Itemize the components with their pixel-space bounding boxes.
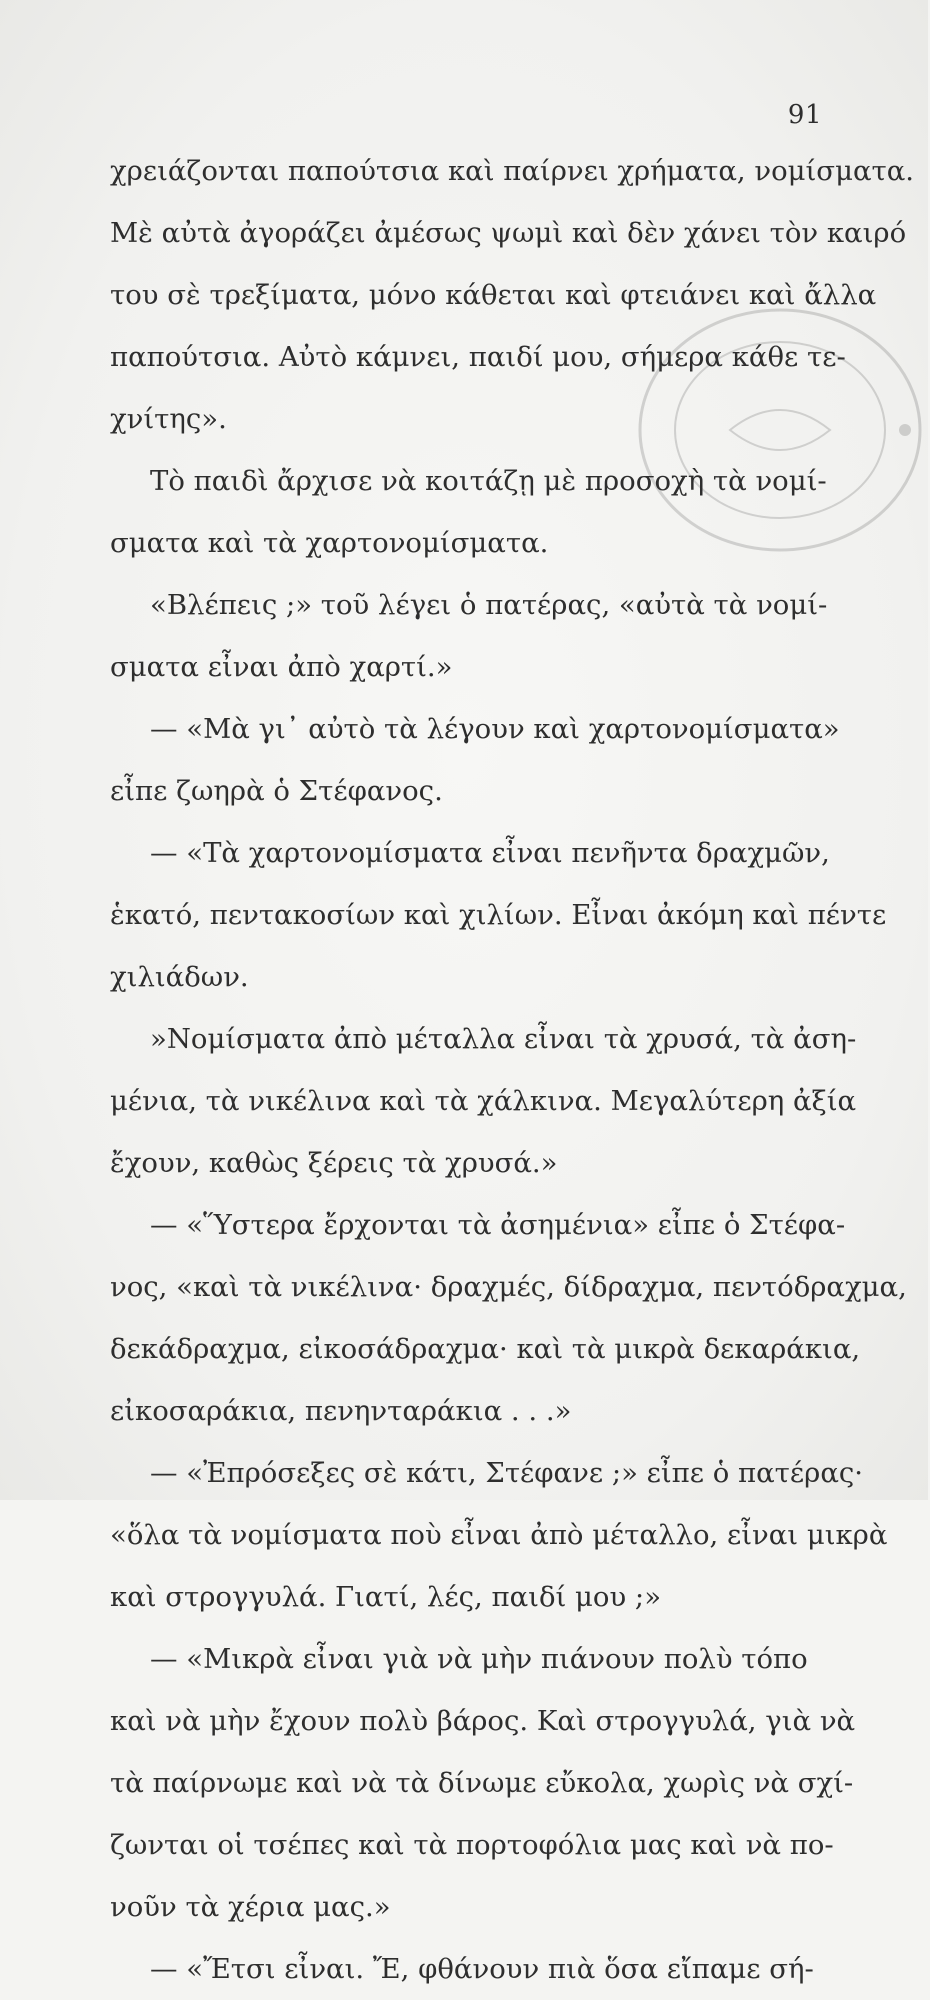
page-number: 91	[787, 100, 822, 130]
text-line: μένια, τὰ νικέλινα καὶ τὰ χάλκινα. Μεγαλύτερη ἀξία	[110, 1085, 857, 1117]
text-line: — «Ἔτσι εἶναι. Ἔ, φθάνουν πιὰ ὅσα εἴπαμε σή-	[150, 1953, 814, 1985]
text-line: ζωνται οἱ τσέπες καὶ τὰ πορτοφόλια μας καὶ νὰ πο-	[110, 1829, 834, 1861]
text-line: του σὲ τρεξίματα, μόνο κάθεται καὶ φτειάνει καὶ ἄλλα	[110, 279, 877, 311]
text-line: καὶ στρογγυλά. Γιατί, λές, παιδί μου ;»	[110, 1581, 662, 1613]
text-line: παπούτσια. Αὐτὸ κάμνει, παιδί μου, σήμερα κάθε τε-	[110, 341, 846, 373]
text-line: Μὲ αὐτὰ ἀγοράζει ἀμέσως ψωμὶ καὶ δὲν χάνει τὸν καιρό	[110, 217, 907, 249]
text-line: — «Τὰ χαρτονομίσματα εἶναι πενῆντα δραχμῶν,	[150, 837, 830, 869]
body-text	[110, 140, 915, 2000]
text-line: δεκάδραχμα, εἰκοσάδραχμα· καὶ τὰ μικρὰ δεκαράκια,	[110, 1333, 861, 1365]
text-line: ἔχουν, καθὼς ξέρεις τὰ χρυσά.»	[110, 1147, 558, 1179]
text-line: τὰ παίρνωμε καὶ νὰ τὰ δίνωμε εὔκολα, χωρὶς νὰ σχί-	[110, 1767, 854, 1799]
text-line: εἰκοσαράκια, πενηνταράκια . . .»	[110, 1395, 572, 1427]
text-line: νοῦν τὰ χέρια μας.»	[110, 1891, 391, 1923]
text-line: — «Μὰ γι᾽ αὐτὸ τὰ λέγουν καὶ χαρτονομίσματα»	[150, 713, 840, 745]
text-line: νος, «καὶ τὰ νικέλινα· δραχμές, δίδραχμα, πεντόδραχμα,	[110, 1271, 907, 1303]
text-line: χιλιάδων.	[110, 961, 249, 993]
text-line: ἑκατό, πεντακοσίων καὶ χιλίων. Εἶναι ἀκόμη καὶ πέντε	[110, 899, 887, 931]
text-line: — «Ὕστερα ἔρχονται τὰ ἀσημένια» εἶπε ὁ Στέφα-	[150, 1209, 846, 1241]
text-line: »Νομίσματα ἀπὸ μέταλλα εἶναι τὰ χρυσά, τὰ ἀση-	[150, 1023, 857, 1055]
text-line: χρειάζονται παπούτσια καὶ παίρνει χρήματα, νομίσματα.	[110, 155, 915, 187]
text-line: Τὸ παιδὶ ἄρχισε νὰ κοιτάζῃ μὲ προσοχὴ τὰ νομί-	[150, 465, 827, 497]
text-line: χνίτης».	[110, 403, 227, 435]
text-line: σματα καὶ τὰ χαρτονομίσματα.	[110, 527, 549, 559]
text-line: — «Μικρὰ εἶναι γιὰ νὰ μὴν πιάνουν πολὺ τόπο	[150, 1643, 808, 1675]
text-line: καὶ νὰ μὴν ἔχουν πολὺ βάρος. Καὶ στρογγυλά, γιὰ νὰ	[110, 1705, 856, 1737]
text-line: εἶπε ζωηρὰ ὁ Στέφανος.	[110, 775, 443, 807]
text-line: «ὅλα τὰ νομίσματα ποὺ εἶναι ἀπὸ μέταλλο, εἶναι μικρὰ	[110, 1519, 888, 1551]
text-line: — «Ἐπρόσεξες σὲ κάτι, Στέφανε ;» εἶπε ὁ πατέρας·	[150, 1457, 864, 1489]
text-line: «Βλέπεις ;» τοῦ λέγει ὁ πατέρας, «αὐτὰ τὰ νομί-	[150, 589, 828, 621]
text-line: σματα εἶναι ἀπὸ χαρτί.»	[110, 651, 453, 683]
